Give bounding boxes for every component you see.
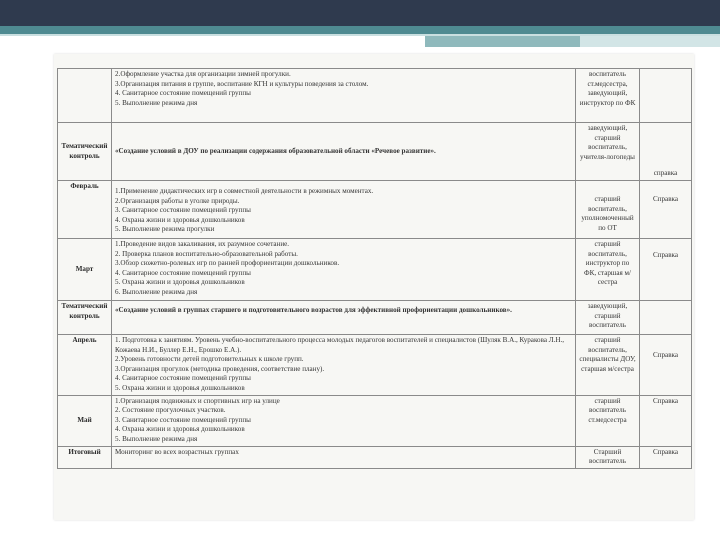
- list-item: Мониторинг во всех возрастных группах: [115, 447, 239, 456]
- items-cell: [112, 301, 576, 335]
- responsible-cell: Старший воспитатель: [576, 446, 640, 468]
- month-cell: Май: [58, 395, 112, 446]
- items-cell: [112, 123, 576, 181]
- month-cell: Тематический контроль: [58, 301, 112, 335]
- control-plan-table: [57, 68, 692, 469]
- table-row: [58, 301, 692, 335]
- table-row: [58, 239, 692, 301]
- items-cell: [112, 335, 576, 396]
- slide-accent-tail-light: [580, 36, 720, 47]
- scanned-document: [54, 54, 694, 520]
- month-cell: Февраль: [58, 181, 112, 239]
- list-item: 2.Оформление участка для организации зимней прогулки.: [115, 70, 291, 78]
- list-item: 3.Обзор сюжетно-ролевых игр по ранней профориентации дошкольников.: [115, 259, 340, 268]
- list-item: 2.Организация работы в уголке природы.: [115, 196, 240, 205]
- list-item: 1.Организация подвижных и спортивных игр на улице: [115, 396, 280, 405]
- list-item: 4. Санитарное состояние помещений группы: [115, 268, 251, 277]
- responsible-cell: старший воспитатель, уполномоченный по ОТ: [576, 181, 640, 239]
- list-item: 4. Охрана жизни и здоровья дошкольников: [115, 215, 245, 224]
- thematic-topic: «Создание условий в ДОУ по реализации содержания образовательной области «Речевое развитие».: [115, 146, 436, 155]
- items-cell: [112, 181, 576, 239]
- items-cell: [112, 69, 576, 123]
- list-item: 3. Санитарное состояние помещений группы: [115, 415, 251, 424]
- list-item: 3.Организация питания в группе, воспитание КГН и культуры поведения за столом.: [115, 79, 369, 88]
- month-cell: Апрель: [58, 335, 112, 396]
- list-item: 5. Охрана жизни и здоровья дошкольников: [115, 278, 245, 287]
- table-row: [58, 181, 692, 239]
- list-item: 6. Выполнение режима дня: [115, 287, 198, 296]
- responsible-cell: воспитатель ст.медсестра, заведующий, инструктор по ФК: [576, 69, 640, 123]
- report-form-cell: [640, 69, 692, 123]
- report-form-cell: Справка: [640, 446, 692, 468]
- items-cell: [112, 395, 576, 446]
- list-item: 5. Выполнение режима дня: [115, 98, 198, 107]
- responsible-cell: заведующий, старший воспитатель: [576, 301, 640, 335]
- list-item: 2.Уровень готовности детей подготовительных к школе групп.: [115, 355, 304, 364]
- items-cell: [112, 239, 576, 301]
- table-row: [58, 123, 692, 181]
- report-form-cell: Справка: [640, 239, 692, 301]
- list-item: 4. Охрана жизни и здоровья дошкольников: [115, 425, 245, 434]
- list-item: 4. Санитарное состояние помещений группы: [115, 374, 251, 383]
- responsible-cell: старший воспитатель ст.медсестра: [576, 395, 640, 446]
- list-item: 3. Санитарное состояние помещений группы: [115, 206, 251, 215]
- report-form-cell: Справка: [640, 395, 692, 446]
- list-item: 3.Организация прогулок (методика проведения, соответствие плану).: [115, 364, 325, 373]
- list-item: 2. Состояние прогулочных участков.: [115, 406, 226, 415]
- month-cell: Итоговый: [58, 446, 112, 468]
- slide-header-bar: [0, 0, 720, 26]
- month-cell: [58, 69, 112, 123]
- table-row: [58, 395, 692, 446]
- items-cell: [112, 446, 576, 468]
- responsible-cell: старший воспитатель, специалисты ДОУ, старшая м/сестра: [576, 335, 640, 396]
- report-form-cell: Справка: [640, 335, 692, 396]
- list-item: 4. Санитарное состояние помещений группы: [115, 89, 251, 98]
- table-row: [58, 69, 692, 123]
- list-item: 1.Проведение видов закаливания, их разумное сочетание.: [115, 240, 290, 248]
- month-cell: Тематический контроль: [58, 123, 112, 181]
- list-item: 1.Применение дидактических игр в совместной деятельности в режимных моментах.: [115, 187, 374, 195]
- month-cell: Март: [58, 239, 112, 301]
- list-item: 2. Проверка планов воспитательно-образовательной работы.: [115, 249, 298, 258]
- report-form-cell: Справка: [640, 181, 692, 239]
- report-form-cell: [640, 301, 692, 335]
- responsible-cell: старший воспитатель, инструктор по ФК, старшая м/сестра: [576, 239, 640, 301]
- table-row: [58, 446, 692, 468]
- thematic-topic: «Создание условий в группах старшего и подготовительного возрастов для эффективной профориентации дошкольников».: [115, 306, 512, 314]
- report-form-cell: справка: [640, 123, 692, 181]
- list-item: 5. Охрана жизни и здоровья дошкольников: [115, 383, 245, 392]
- slide-accent-strip: [0, 26, 720, 34]
- list-item: 5. Выполнение режима прогулки: [115, 225, 215, 234]
- table-row: [58, 335, 692, 396]
- list-item: 5. Выполнение режима дня: [115, 434, 198, 443]
- responsible-cell: заведующий, старший воспитатель, учителя-логопеды: [576, 123, 640, 181]
- list-item: 1. Подготовка к занятиям. Уровень учебно-воспитательного процесса молодых педагогов воспитателей и специалистов (Шуляк В.А., Куракова Л.Н., Кожаева Н.И., Буллер Е.Н., Ерошко Е.А.).: [115, 336, 565, 354]
